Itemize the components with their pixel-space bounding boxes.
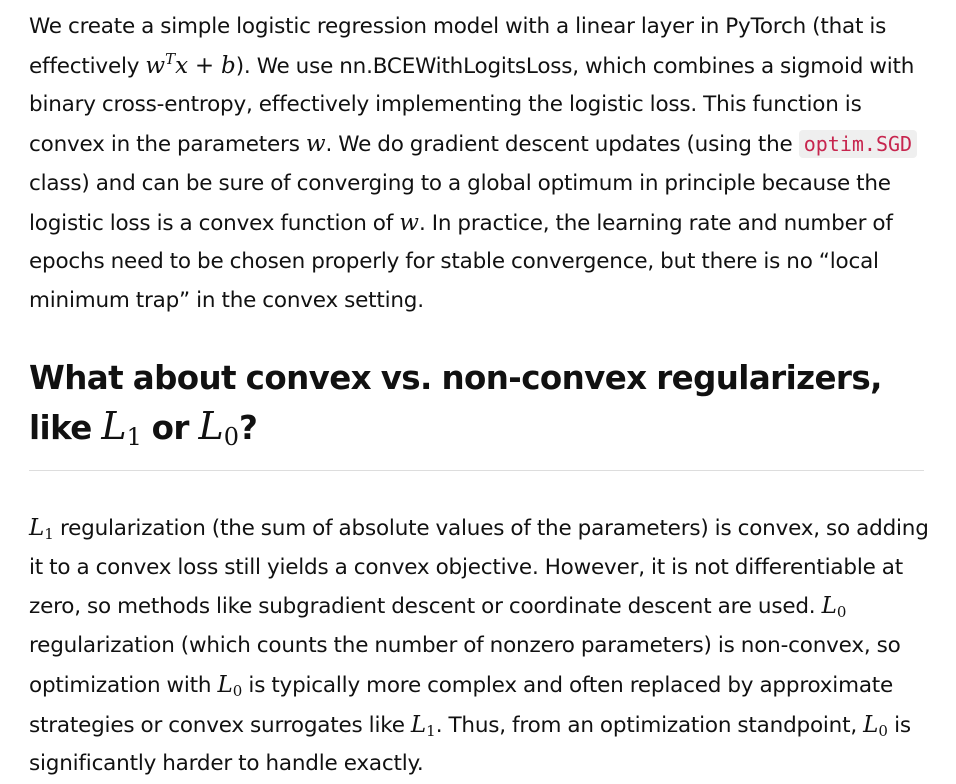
math-symbol-w: w: [399, 209, 419, 236]
document-content: [29, 8, 929, 777]
math-symbol-l: L: [217, 671, 233, 698]
math-subscript-1: 1: [44, 525, 54, 543]
math-symbol-l: L: [198, 404, 224, 448]
math-symbol-l: L: [101, 404, 127, 448]
math-l0: [198, 404, 240, 451]
math-symbol-b: b: [221, 52, 236, 79]
math-subscript-0: 0: [836, 603, 847, 622]
paragraph-regularizers: [29, 509, 929, 784]
math-l1: [101, 404, 142, 451]
math-symbol-w: w: [145, 52, 166, 79]
math-symbol-l: L: [821, 593, 837, 620]
heading-text: ?: [239, 409, 258, 447]
text-run: We create a simple logistic regression model with a linear layer in PyTorch (that is effectively: [29, 14, 887, 79]
text-run: class) and can be sure of converging to a global optimum in principle because the logistic loss is a convex function of: [29, 170, 891, 236]
math-l0: [217, 672, 242, 698]
section-heading: [29, 354, 929, 452]
heading-text: What about convex vs. non-convex regularizers, like: [29, 359, 882, 447]
math-subscript-0: 0: [232, 681, 243, 700]
math-symbol-l: L: [29, 515, 45, 541]
math-l0: [821, 593, 847, 622]
math-w: [145, 49, 236, 79]
math-superscript-t: T: [165, 49, 176, 68]
math-subscript-1: 1: [426, 721, 436, 740]
math-subscript-0: 0: [223, 423, 240, 451]
text-run: ). We use nn.BCEWithLogitsLoss, which combines a sigmoid with binary cross-entropy, effectively implementing the logistic loss. This function is convex in the parameters: [29, 53, 915, 158]
math-symbol-l: L: [863, 711, 879, 738]
heading-text: or: [141, 409, 199, 447]
text-run: . In practice, the learning rate and number of epochs need to be chosen properly for stable convergence, but there is no “local minimum trap” in the convex setting.: [29, 210, 893, 313]
math-l0: [863, 712, 888, 738]
heading-divider: [29, 470, 924, 471]
math-symbol-l: L: [410, 711, 427, 738]
text-run: . We do gradient descent updates (using the: [325, 132, 799, 158]
text-run: is significantly harder to handle exactly.: [29, 712, 911, 777]
inline-code-optim-sgd: optim.SGD: [799, 130, 917, 158]
math-symbol-x: x: [175, 52, 189, 79]
math-plus: +: [188, 52, 221, 79]
paragraph-logistic-regression: [29, 8, 929, 321]
text-run: regularization (which counts the number of nonzero parameters) is non-convex, so optimization with: [29, 633, 901, 698]
math-l1: [29, 515, 54, 541]
math-subscript-0: 0: [878, 721, 888, 740]
math-l1: [411, 712, 436, 738]
text-run: regularization (the sum of absolute values of the parameters) is convex, so adding it to a convex loss still yields a convex objective. However, it is not differentiable at zero, so methods like subgradient descent or coordinate descent are used.: [29, 516, 929, 620]
math-symbol-w: w: [305, 131, 326, 158]
text-run: is typically more complex and often replaced by approximate strategies or convex surrogates like: [29, 672, 894, 738]
math-subscript-1: 1: [126, 423, 142, 451]
text-run: . Thus, from an optimization standpoint,: [435, 712, 864, 738]
